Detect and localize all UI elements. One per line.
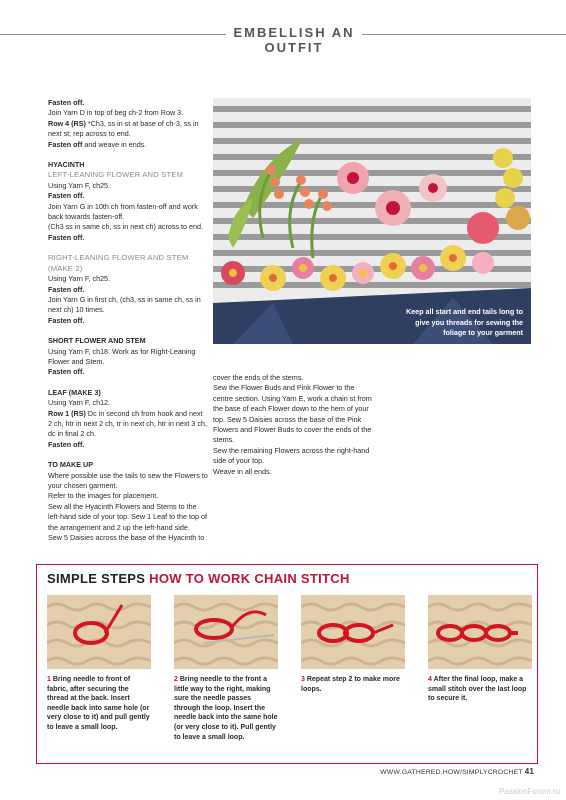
simple-steps-title xyxy=(47,571,350,586)
left-text-column xyxy=(48,98,208,543)
right-line: Weave in all ends. xyxy=(213,466,272,476)
instruction-line: Using Yarn F, ch25. xyxy=(48,274,111,284)
right-line: Sew the remaining Flowers across the right-hand side of your top. xyxy=(213,445,370,466)
photo-caption: Keep all start and end tails long to give you threads for sewing the foliage to your garment xyxy=(405,307,523,337)
make-up-line: Refer to the images for placement. xyxy=(48,491,159,501)
instruction-line: Fasten off. xyxy=(48,191,85,201)
instruction-line: Fasten off and weave in ends. xyxy=(48,139,147,149)
right-leaning-instructions xyxy=(48,274,208,326)
embellished-top-photo xyxy=(213,98,531,344)
instruction-line: Using Yarn F, ch12. xyxy=(48,398,111,408)
make-up-heading: TO MAKE UP xyxy=(48,460,93,470)
page-footer xyxy=(0,767,534,776)
instruction-line: Fasten off. xyxy=(48,315,85,325)
step-4-photo xyxy=(428,595,532,669)
header-rule-left xyxy=(0,34,226,35)
instruction-line: Fasten off. xyxy=(48,439,85,449)
instruction-line: Using Yarn F, ch18. Work as for Right-Leaning Flower and Stem. xyxy=(48,346,196,366)
step-3-caption xyxy=(301,675,405,694)
step-2 xyxy=(174,595,278,742)
watermark: PassionForum.ru xyxy=(499,787,560,796)
page-header xyxy=(0,22,566,55)
step-text: After the final loop, make a small stitch over the last loop to secure it. xyxy=(428,676,527,703)
instruction-line: (Ch3 ss in same ch, ss in next ch) across to end. xyxy=(48,222,203,232)
make-up-line: Sew all the Hyacinth Flowers and Stems to the left-hand side of your top. Sew 1 Leaf to the top of the arrangement and 2 up the left-hand side. xyxy=(48,501,208,532)
step-number: 2 xyxy=(174,676,178,683)
simple-steps-box xyxy=(36,564,538,764)
pattern-rows-block xyxy=(48,98,208,150)
step-3 xyxy=(301,595,405,694)
simple-steps-label: SIMPLE STEPS xyxy=(47,571,146,586)
step-text: Bring needle to front of fabric, after securing the thread at the back. Insert needle back into same hole (or very close to it) and pull gently to leave a small loop. xyxy=(47,676,150,731)
instruction-line: Join Yarn G in first ch, (ch3, ss in same ch, ss in next ch) 10 times. xyxy=(48,294,201,315)
section-title: EMBELLISH AN OUTFIT xyxy=(233,25,355,55)
step-1-caption xyxy=(47,675,151,733)
instruction-line: Join Yarn G in 10th ch from fasten-off and work back towards fasten-off. xyxy=(48,201,198,222)
step-1-photo xyxy=(47,595,151,669)
short-flower-heading: SHORT FLOWER AND STEM xyxy=(48,336,146,346)
right-leaning-subheading: RIGHT-LEANING FLOWER AND STEM (MAKE 2) xyxy=(48,253,189,273)
step-number: 4 xyxy=(428,676,432,683)
page-number: 41 xyxy=(524,767,534,776)
step-text: Bring needle to the front a little way to the right, making sure the needle passes through the loop. Insert the needle back into the same hole (or very close to it). Pull gently to leave a small loop. xyxy=(174,676,278,741)
step-number: 1 xyxy=(47,676,51,683)
hyacinth-heading: HYACINTH xyxy=(48,160,85,170)
left-leaning-subheading: LEFT-LEANING FLOWER AND STEM xyxy=(48,170,184,180)
right-text-column xyxy=(213,373,373,477)
right-line: Sew the Flower Buds and Pink Flower to the centre section. Using Yarn E, work a chain st from the base of each Flower down to the hem of your top. Sew 5 Daisies across the base of the Pink Flowers and Flower Buds to cover the ends of the stems. xyxy=(213,383,372,445)
leaf-instructions xyxy=(48,398,208,450)
instruction-line: Row 4 (RS) *Ch3, ss in st at base of ch-3, ss in next st; rep across to end. xyxy=(48,118,199,139)
instruction-line: Using Yarn F, ch25. xyxy=(48,180,111,190)
step-number: 3 xyxy=(301,676,305,683)
instruction-line: Fasten off. xyxy=(48,98,85,107)
step-1 xyxy=(47,595,151,733)
make-up-line: Where possible use the tails to sew the Flowers to your chosen garment. xyxy=(48,470,208,490)
step-3-photo xyxy=(301,595,405,669)
step-4-caption xyxy=(428,675,532,704)
make-up-line: Sew 5 Daisies across the base of the Hyacinth to xyxy=(48,533,205,543)
instruction-line: Row 1 (RS) Dc in second ch from hook and next 2 ch, htr in next 2 ch, tr in next ch, htr in next 3 ch, dc in final 2 ch. xyxy=(48,408,208,439)
step-2-photo xyxy=(174,595,278,669)
right-line: cover the ends of the stems. xyxy=(213,373,304,382)
instruction-line: Fasten off. xyxy=(48,284,85,294)
step-2-caption xyxy=(174,675,278,742)
hyacinth-instructions xyxy=(48,181,208,243)
short-flower-instructions xyxy=(48,347,208,378)
footer-url: WWW.GATHERED.HOW/SIMPLYCROCHET xyxy=(380,769,523,776)
step-text: Repeat step 2 to make more loops. xyxy=(301,676,400,693)
chain-stitch-heading: HOW TO WORK CHAIN STITCH xyxy=(149,571,350,586)
step-4 xyxy=(428,595,532,704)
instruction-line: Fasten off. xyxy=(48,232,85,242)
header-rule-right xyxy=(362,34,566,35)
instruction-line: Fasten off. xyxy=(48,367,85,377)
instruction-line: Join Yarn D in top of beg ch-2 from Row 3. xyxy=(48,108,184,118)
leaf-heading: LEAF (MAKE 3) xyxy=(48,387,101,397)
